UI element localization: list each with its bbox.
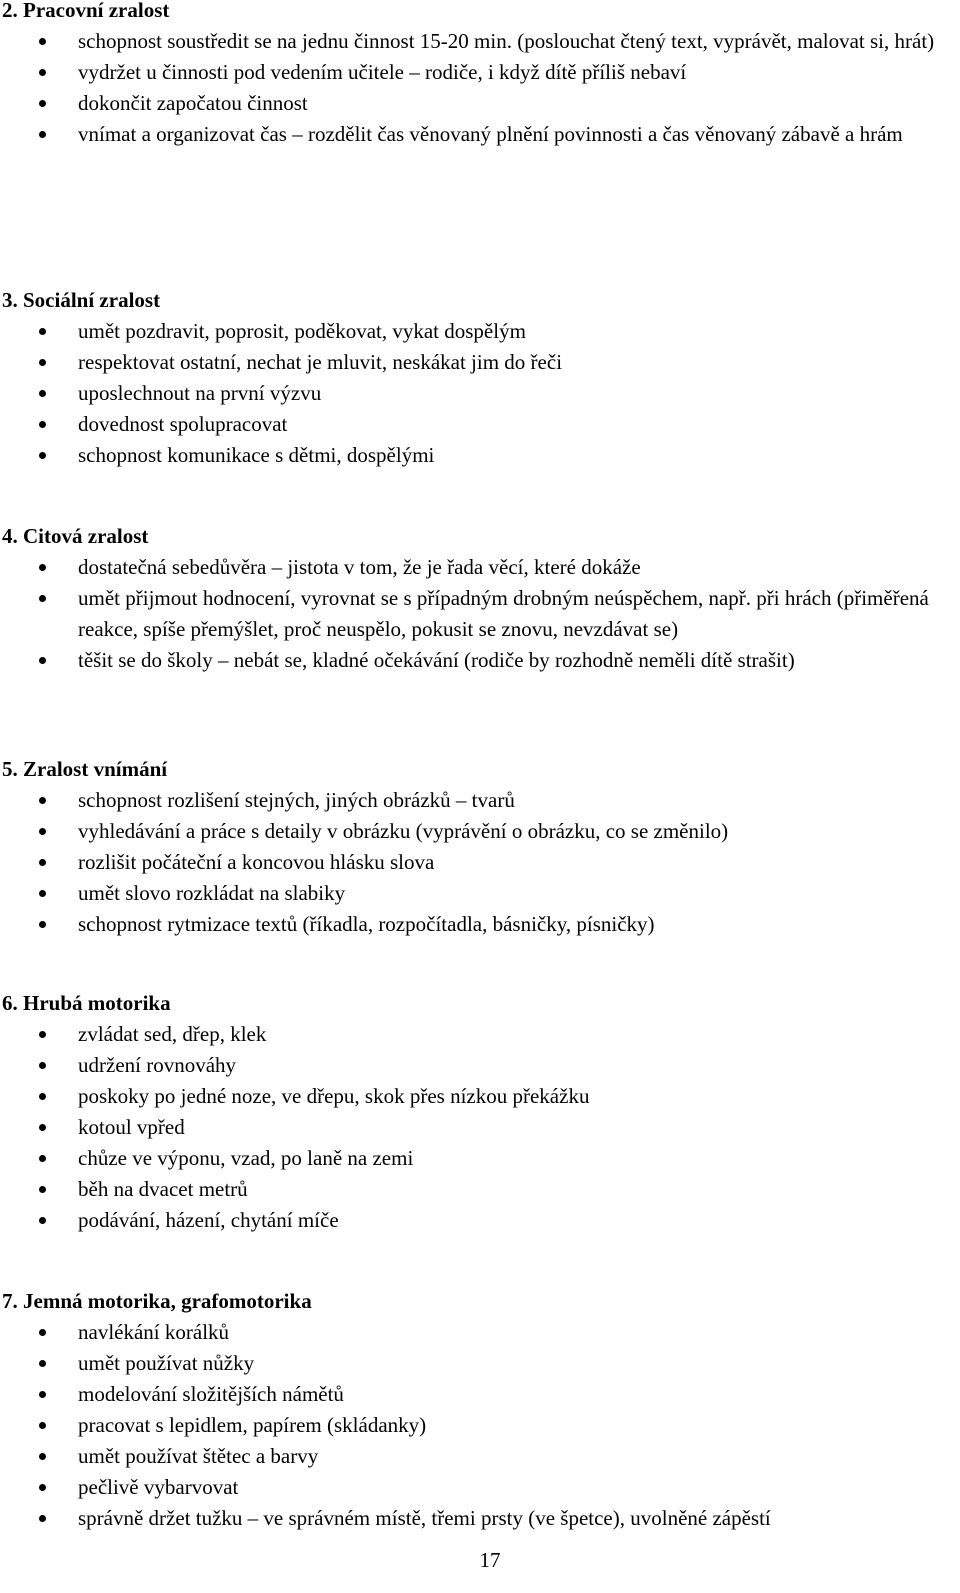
bullet-icon xyxy=(39,131,46,138)
bullet-icon xyxy=(39,1360,46,1367)
section-heading: 2. Pracovní zralost xyxy=(2,0,170,22)
list-item: dostatečná sebedůvěra – jistota v tom, že je řada věcí, které dokáže xyxy=(0,552,948,583)
list-item: pečlivě vybarvovat xyxy=(0,1472,948,1503)
list-item: podávání, házení, chytání míče xyxy=(0,1205,948,1236)
bullet-icon xyxy=(39,657,46,664)
bullet-icon xyxy=(39,69,46,76)
list-item: těšit se do školy – nebát se, kladné očekávání (rodiče by rozhodně neměli dítě strašit) xyxy=(0,645,948,676)
bullet-list xyxy=(0,316,960,471)
bullet-list xyxy=(0,1019,960,1236)
section-heading: 4. Citová zralost xyxy=(2,524,149,548)
list-item: správně držet tužku – ve správném místě, třemi prsty (ve špetce), uvolněné zápěstí xyxy=(0,1503,948,1534)
list-item: navlékání korálků xyxy=(0,1317,948,1348)
list-item: vyhledávání a práce s detaily v obrázku (vyprávění o obrázku, co se změnilo) xyxy=(0,816,948,847)
list-item: běh na dvacet metrů xyxy=(0,1174,948,1205)
list-item: kotoul vpřed xyxy=(0,1112,948,1143)
list-item: umět přijmout hodnocení, vyrovnat se s případným drobným neúspěchem, např. při hrách (přiměřená reakce, spíše přemýšlet, proč neuspělo, pokusit se znovu, nevzdávat se) xyxy=(0,583,948,645)
list-item: umět pozdravit, poprosit, poděkovat, vykat dospělým xyxy=(0,316,948,347)
bullet-icon xyxy=(39,1422,46,1429)
list-item: schopnost rozlišení stejných, jiných obrázků – tvarů xyxy=(0,785,948,816)
list-item: schopnost komunikace s dětmi, dospělými xyxy=(0,440,948,471)
section-heading: 3. Sociální zralost xyxy=(2,288,161,312)
list-item: zvládat sed, dřep, klek xyxy=(0,1019,948,1050)
list-item: modelování složitějších námětů xyxy=(0,1379,948,1410)
bullet-icon xyxy=(39,1515,46,1522)
bullet-list xyxy=(0,552,960,676)
list-item: poskoky po jedné noze, ve dřepu, skok přes nízkou překážku xyxy=(0,1081,948,1112)
list-item: chůze ve výponu, vzad, po laně na zemi xyxy=(0,1143,948,1174)
bullet-icon xyxy=(39,1391,46,1398)
bullet-icon xyxy=(39,828,46,835)
list-item: umět používat nůžky xyxy=(0,1348,948,1379)
list-item: umět slovo rozkládat na slabiky xyxy=(0,878,948,909)
list-item: vydržet u činnosti pod vedením učitele – rodiče, i když dítě příliš nebaví xyxy=(0,57,948,88)
list-item: respektovat ostatní, nechat je mluvit, neskákat jim do řeči xyxy=(0,347,948,378)
list-item: pracovat s lepidlem, papírem (skládanky) xyxy=(0,1410,948,1441)
list-item: schopnost rytmizace textů (říkadla, rozpočítadla, básničky, písničky) xyxy=(0,909,948,940)
bullet-icon xyxy=(39,859,46,866)
bullet-list xyxy=(0,26,960,150)
bullet-icon xyxy=(39,390,46,397)
bullet-icon xyxy=(39,1062,46,1069)
list-item: dokončit započatou činnost xyxy=(0,88,948,119)
bullet-icon xyxy=(39,890,46,897)
bullet-icon xyxy=(39,359,46,366)
bullet-icon xyxy=(39,1484,46,1491)
section-heading: 7. Jemná motorika, grafomotorika xyxy=(2,1289,312,1313)
bullet-icon xyxy=(39,595,46,602)
bullet-icon xyxy=(39,1031,46,1038)
bullet-icon xyxy=(39,1217,46,1224)
bullet-icon xyxy=(39,1329,46,1336)
bullet-icon xyxy=(39,1093,46,1100)
page-number: 17 xyxy=(479,1548,501,1572)
section-heading: 5. Zralost vnímání xyxy=(2,757,168,781)
bullet-icon xyxy=(39,564,46,571)
list-item: rozlišit počáteční a koncovou hlásku slova xyxy=(0,847,948,878)
section-heading: 6. Hrubá motorika xyxy=(2,991,171,1015)
bullet-icon xyxy=(39,1124,46,1131)
bullet-list xyxy=(0,1317,960,1534)
list-item: vnímat a organizovat čas – rozdělit čas věnovaný plnění povinnosti a čas věnovaný zábavě a hrám xyxy=(0,119,948,150)
list-item: dovednost spolupracovat xyxy=(0,409,948,440)
bullet-icon xyxy=(39,100,46,107)
list-item: schopnost soustředit se na jednu činnost 15-20 min. (poslouchat čtený text, vyprávět, malovat si, hrát) xyxy=(0,26,948,57)
bullet-icon xyxy=(39,1453,46,1460)
bullet-icon xyxy=(39,797,46,804)
bullet-icon xyxy=(39,38,46,45)
bullet-icon xyxy=(39,1186,46,1193)
bullet-list xyxy=(0,785,960,940)
list-item: uposlechnout na první výzvu xyxy=(0,378,948,409)
list-item: umět používat štětec a barvy xyxy=(0,1441,948,1472)
bullet-icon xyxy=(39,452,46,459)
bullet-icon xyxy=(39,328,46,335)
list-item: udržení rovnováhy xyxy=(0,1050,948,1081)
bullet-icon xyxy=(39,421,46,428)
bullet-icon xyxy=(39,1155,46,1162)
bullet-icon xyxy=(39,921,46,928)
